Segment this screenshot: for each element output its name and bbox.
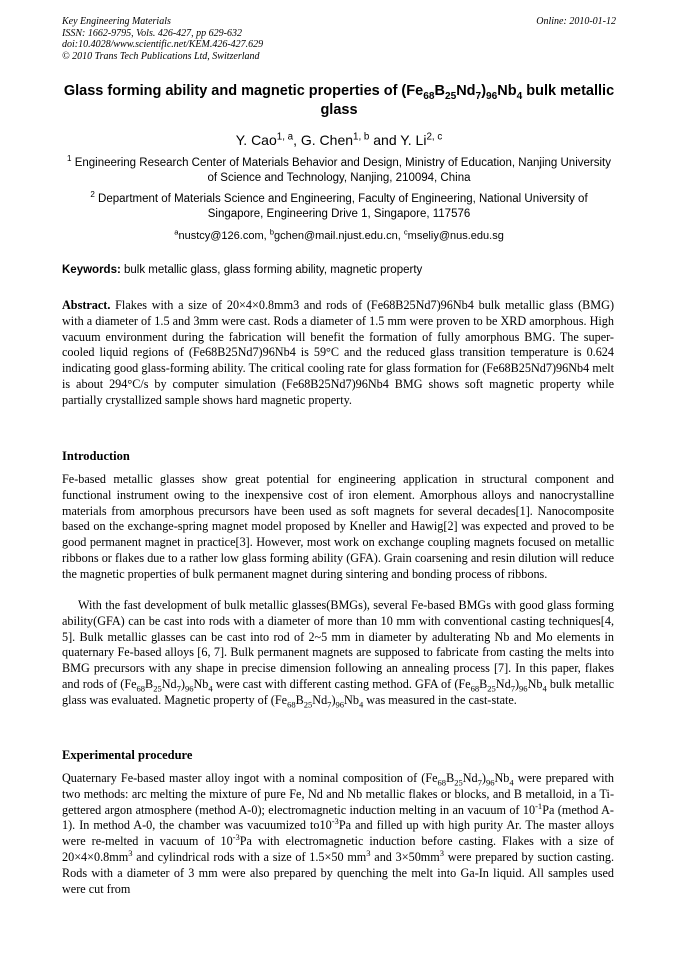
journal-name: Key Engineering Materials [62,16,171,27]
doi[interactable]: doi:10.4028/www.scientific.net/KEM.426-427.629 [62,39,264,50]
author-emails: $^a$nustcy@126.com, $^b$gchen@mail.njust.edu.cn, $^c$mseliy@nus.edu.sg [174,227,504,242]
affiliation-2: $^2$ Department of Materials Science and Engineering, Faculty of Engineering, National University of Singapore, Engineering Drive 1, Singapore, 117576 [90,190,588,220]
issn: ISSN: 1662-9795, Vols. 426-427, pp 629-632 [62,27,242,39]
affiliation-1: $^1$ Engineering Research Center of Materials Behavior and Design, Ministry of Education, Nanjing University of Science and Technology, Nanjing, 210094, China [67,154,611,184]
keywords: Keywords: bulk metallic glass, glass forming ability, magnetic property [62,264,423,276]
intro-paragraph-2: With the fast development of bulk metallic glasses(BMGs), several Fe-based BMGs with good glass forming ability(GFA) can be cast into rods with a diameter of more than 10 mm with conventional casting techniques[4, 5]. Bulk metallic glasses can be cast into rod of 2~5 mm in diameter by adulterating Nb and Mo elements in quaternary Fe-based alloys [6, 7]. Bulk permanent magnets are supposed to fabricate from casting the melts into BMG precursors with any shape in precise dimension following an annealing process [7]. In this paper, flakes and rods of $(Fe_{68}B_{25}Nd_7)_{96}Nb_4$ were cast with different casting method. GFA of $(Fe_{68}B_{25}Nd_7)_{96}Nb_4$ bulk metallic glass was evaluated. Magnetic property of $(Fe_{68}B_{25}Nd_7)_{96}Nb_4$ was measured in the cast-state. [62,598,615,710]
paper-title: Glass forming ability and magnetic properties of $(Fe_{68}B_{25}Nd_7)_{96}Nb_4$ bulk metallic glass [63,83,615,118]
journal-header [62,16,263,62]
section-heading-experimental: Experimental procedure [62,748,193,762]
copyright: © 2010 Trans Tech Publications Ltd, Switzerland [62,50,260,62]
experimental-paragraph: Quaternary Fe-based master alloy ingot with a nominal composition of $(Fe_{68}B_{25}Nd_7)_{96}Nb_4$ were prepared with two methods: arc melting the mixture of pure Fe, Nd and Nb metallic flakes or blocks, and B metalloid, in a Ti-gettered argon atmosphere (method A-0); electromagnetic induction melting in an vacuum of $10^{-1}Pa$ (method A-1). In method A-0, the chamber was vacuumized $to10^{-3}Pa$ and filled up with high purity Ar. The master alloys were re-melted in vacuum of $10^{-3}Pa$ with electromagnetic induction before casting. Flakes with a size of $20\times 4\times 0.8mm^3$ and cylindrical rods with a size of 1.5×50 $mm^3$ and $3\times 50mm^3$ were prepared by suction casting. Rods with a diameter of 3 mm were also prepared by quenching the melt into Ga-In liquid. All samples used were cut from [62,771,614,896]
abstract: Abstract. Flakes with a size of 20×4×0.8mm3 and rods of (Fe68B25Nd7)96Nb4 bulk metallic glass (BMG) with a diameter of 1.5 and 3mm were cast. Rods a diameter of 1.5 mm were proven to be XRD amorphous. High vacuum environment during the fabrication will benefit the formation of fully amorphous BMG. The super-cooled liquid regions of (Fe68B25Nd7)96Nb4 is 59°C and the reduced glass transition temperature is 0.624 indicating good glass-forming ability. The critical cooling rate for glass formation for (Fe68B25Nd7)96Nb4 melt is about 294°C/s by computer simulation (Fe68B25Nd7)96Nb4 BMG shows soft magnetic property while partially crystallized sample shows hard magnetic property. [62,298,614,407]
section-heading-introduction: Introduction [62,449,130,463]
online-date: Online: 2010-01-12 [536,16,616,27]
intro-paragraph-1: Fe-based metallic glasses show great potential for engineering application in structural component and functional instrument owing to the inexpensive cost of iron element. Amorphous alloys and nanocrystalline materials from amorphous precursors have been used as soft magnets for several decades[1]. Nanocomposite based on the exchange-spring magnet model proposed by Kneller and Hawig[2] was expected and proved to be good permanent magnet in practice[3]. However, most work on exchange coupling magnets focused on metallic ribbons or flakes due to a rather low glass forming ability (GFA). Grain coarsening and resin dilution will reduce the magnetic properties of bulk permanent magnet during sintering and bonding process of ribbons. [62,472,614,581]
author-list: Y. Cao$^{1, a}$, G. Chen$^{1, b}$ and Y. Li$^{2, c}$ [235,131,443,148]
